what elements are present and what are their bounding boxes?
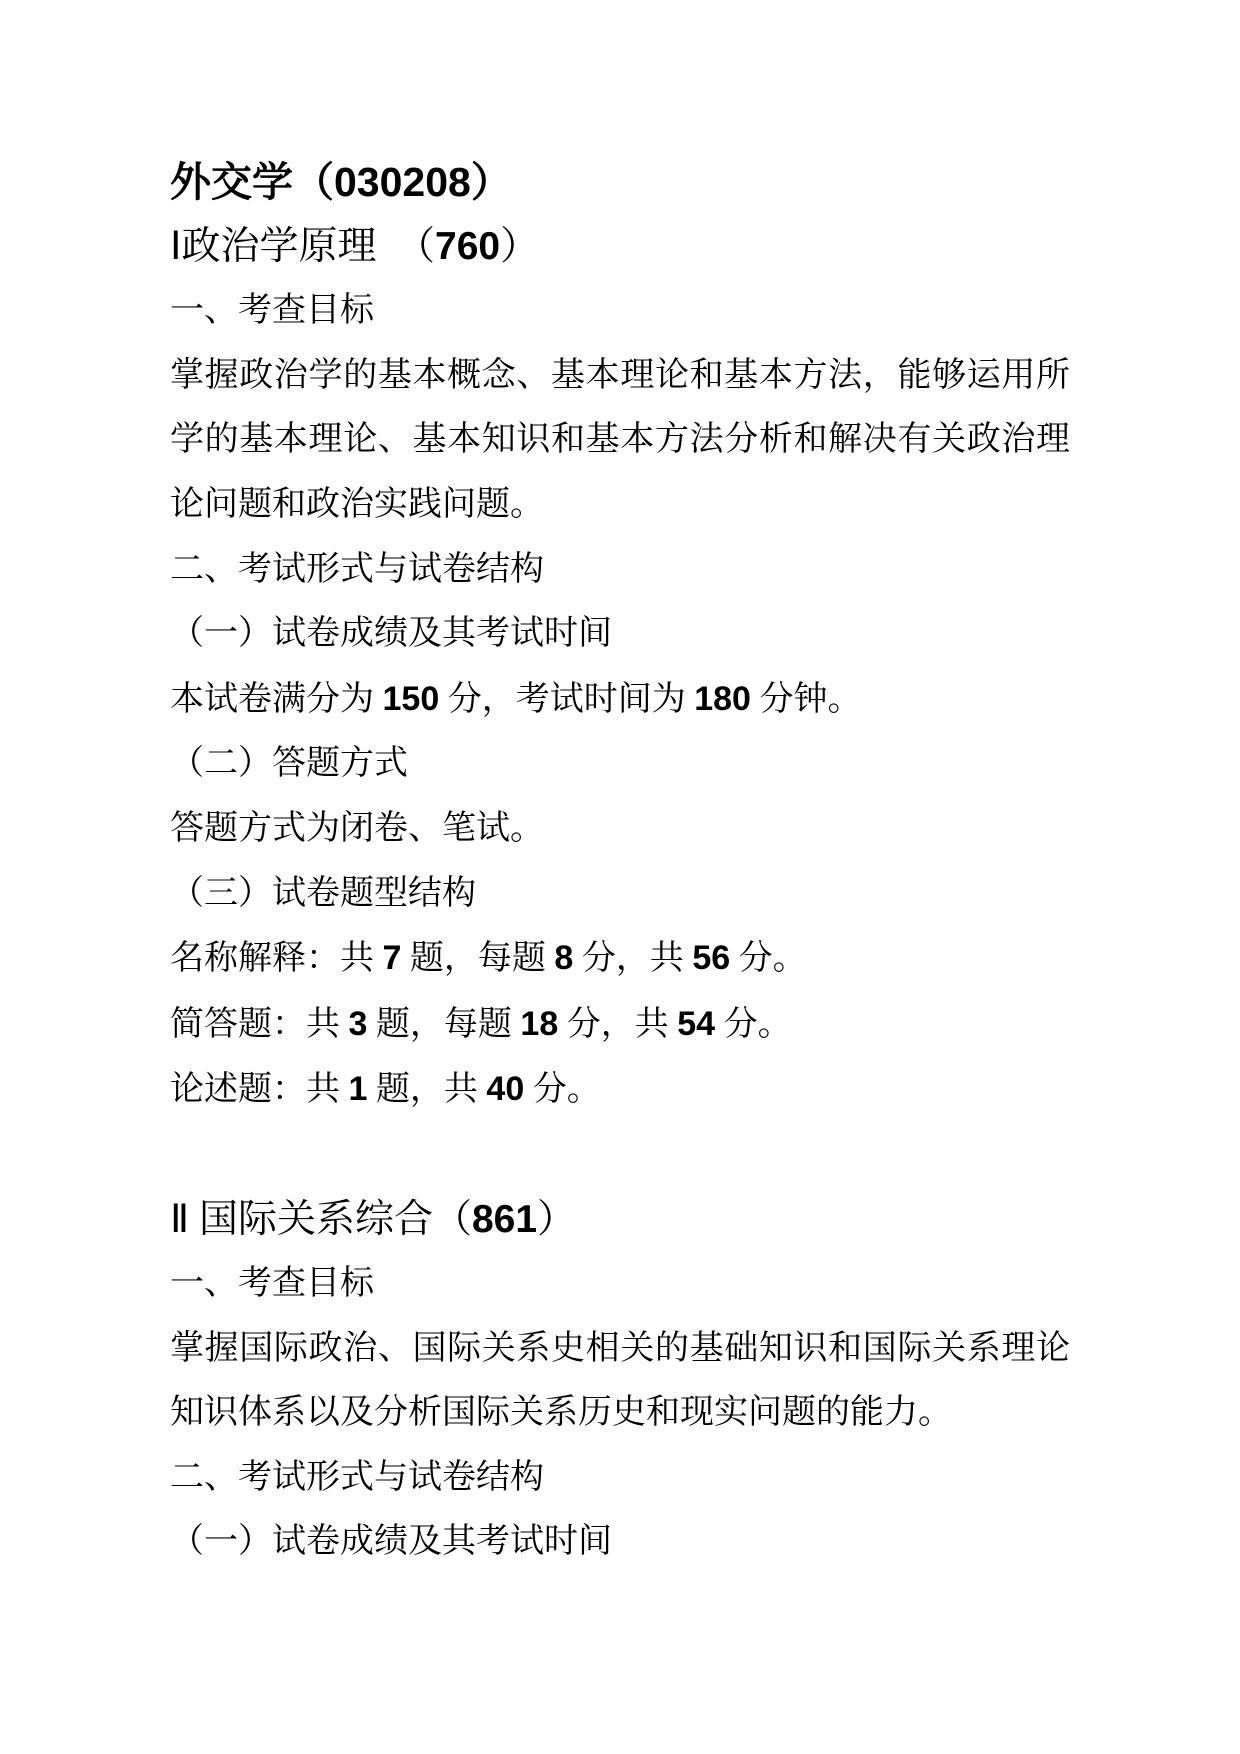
body-line: 论问题和政治实践问题。	[170, 485, 544, 523]
page-title: 外交学（030208）	[170, 159, 512, 205]
body-line: 简答题：共 3 题，每题 18 分，共 54 分。	[170, 1004, 792, 1043]
subsection-heading: （三）试卷题型结构	[170, 874, 476, 912]
body-line: 知识体系以及分析国际关系历史和现实问题的能力。	[170, 1394, 952, 1432]
body-line: 论述题：共 1 题，共 40 分。	[170, 1070, 601, 1109]
subsection-heading: （一）试卷成绩及其考试时间	[170, 1523, 612, 1561]
body-line: 答题方式为闭卷、笔试。	[170, 809, 544, 847]
subsection-heading: （二）答题方式	[170, 745, 408, 783]
body-line: 掌握政治学的基本概念、基本理论和基本方法，能够运用所	[170, 356, 1070, 394]
section-2-heading: Ⅱ 国际关系综合（861）	[170, 1197, 577, 1241]
section-1-goal-heading: 一、考查目标	[170, 292, 374, 330]
section-1-heading: Ⅰ政治学原理 （760）	[170, 224, 540, 268]
section-2-goal-heading: 一、考查目标	[170, 1265, 374, 1303]
body-line: 掌握国际政治、国际关系史相关的基础知识和国际关系理论	[170, 1329, 1070, 1367]
subsection-heading: （一）试卷成绩及其考试时间	[170, 615, 612, 653]
body-line: 本试卷满分为 150 分，考试时间为 180 分钟。	[170, 679, 862, 718]
body-line: 名称解释：共 7 题，每题 8 分，共 56 分。	[170, 939, 807, 978]
section-2-format-heading: 二、考试形式与试卷结构	[170, 1458, 544, 1496]
blank-line	[170, 1123, 1070, 1188]
body-line: 学的基本理论、基本知识和基本方法分析和解决有关政治理	[170, 421, 1070, 459]
section-1-format-heading: 二、考试形式与试卷结构	[170, 550, 544, 588]
